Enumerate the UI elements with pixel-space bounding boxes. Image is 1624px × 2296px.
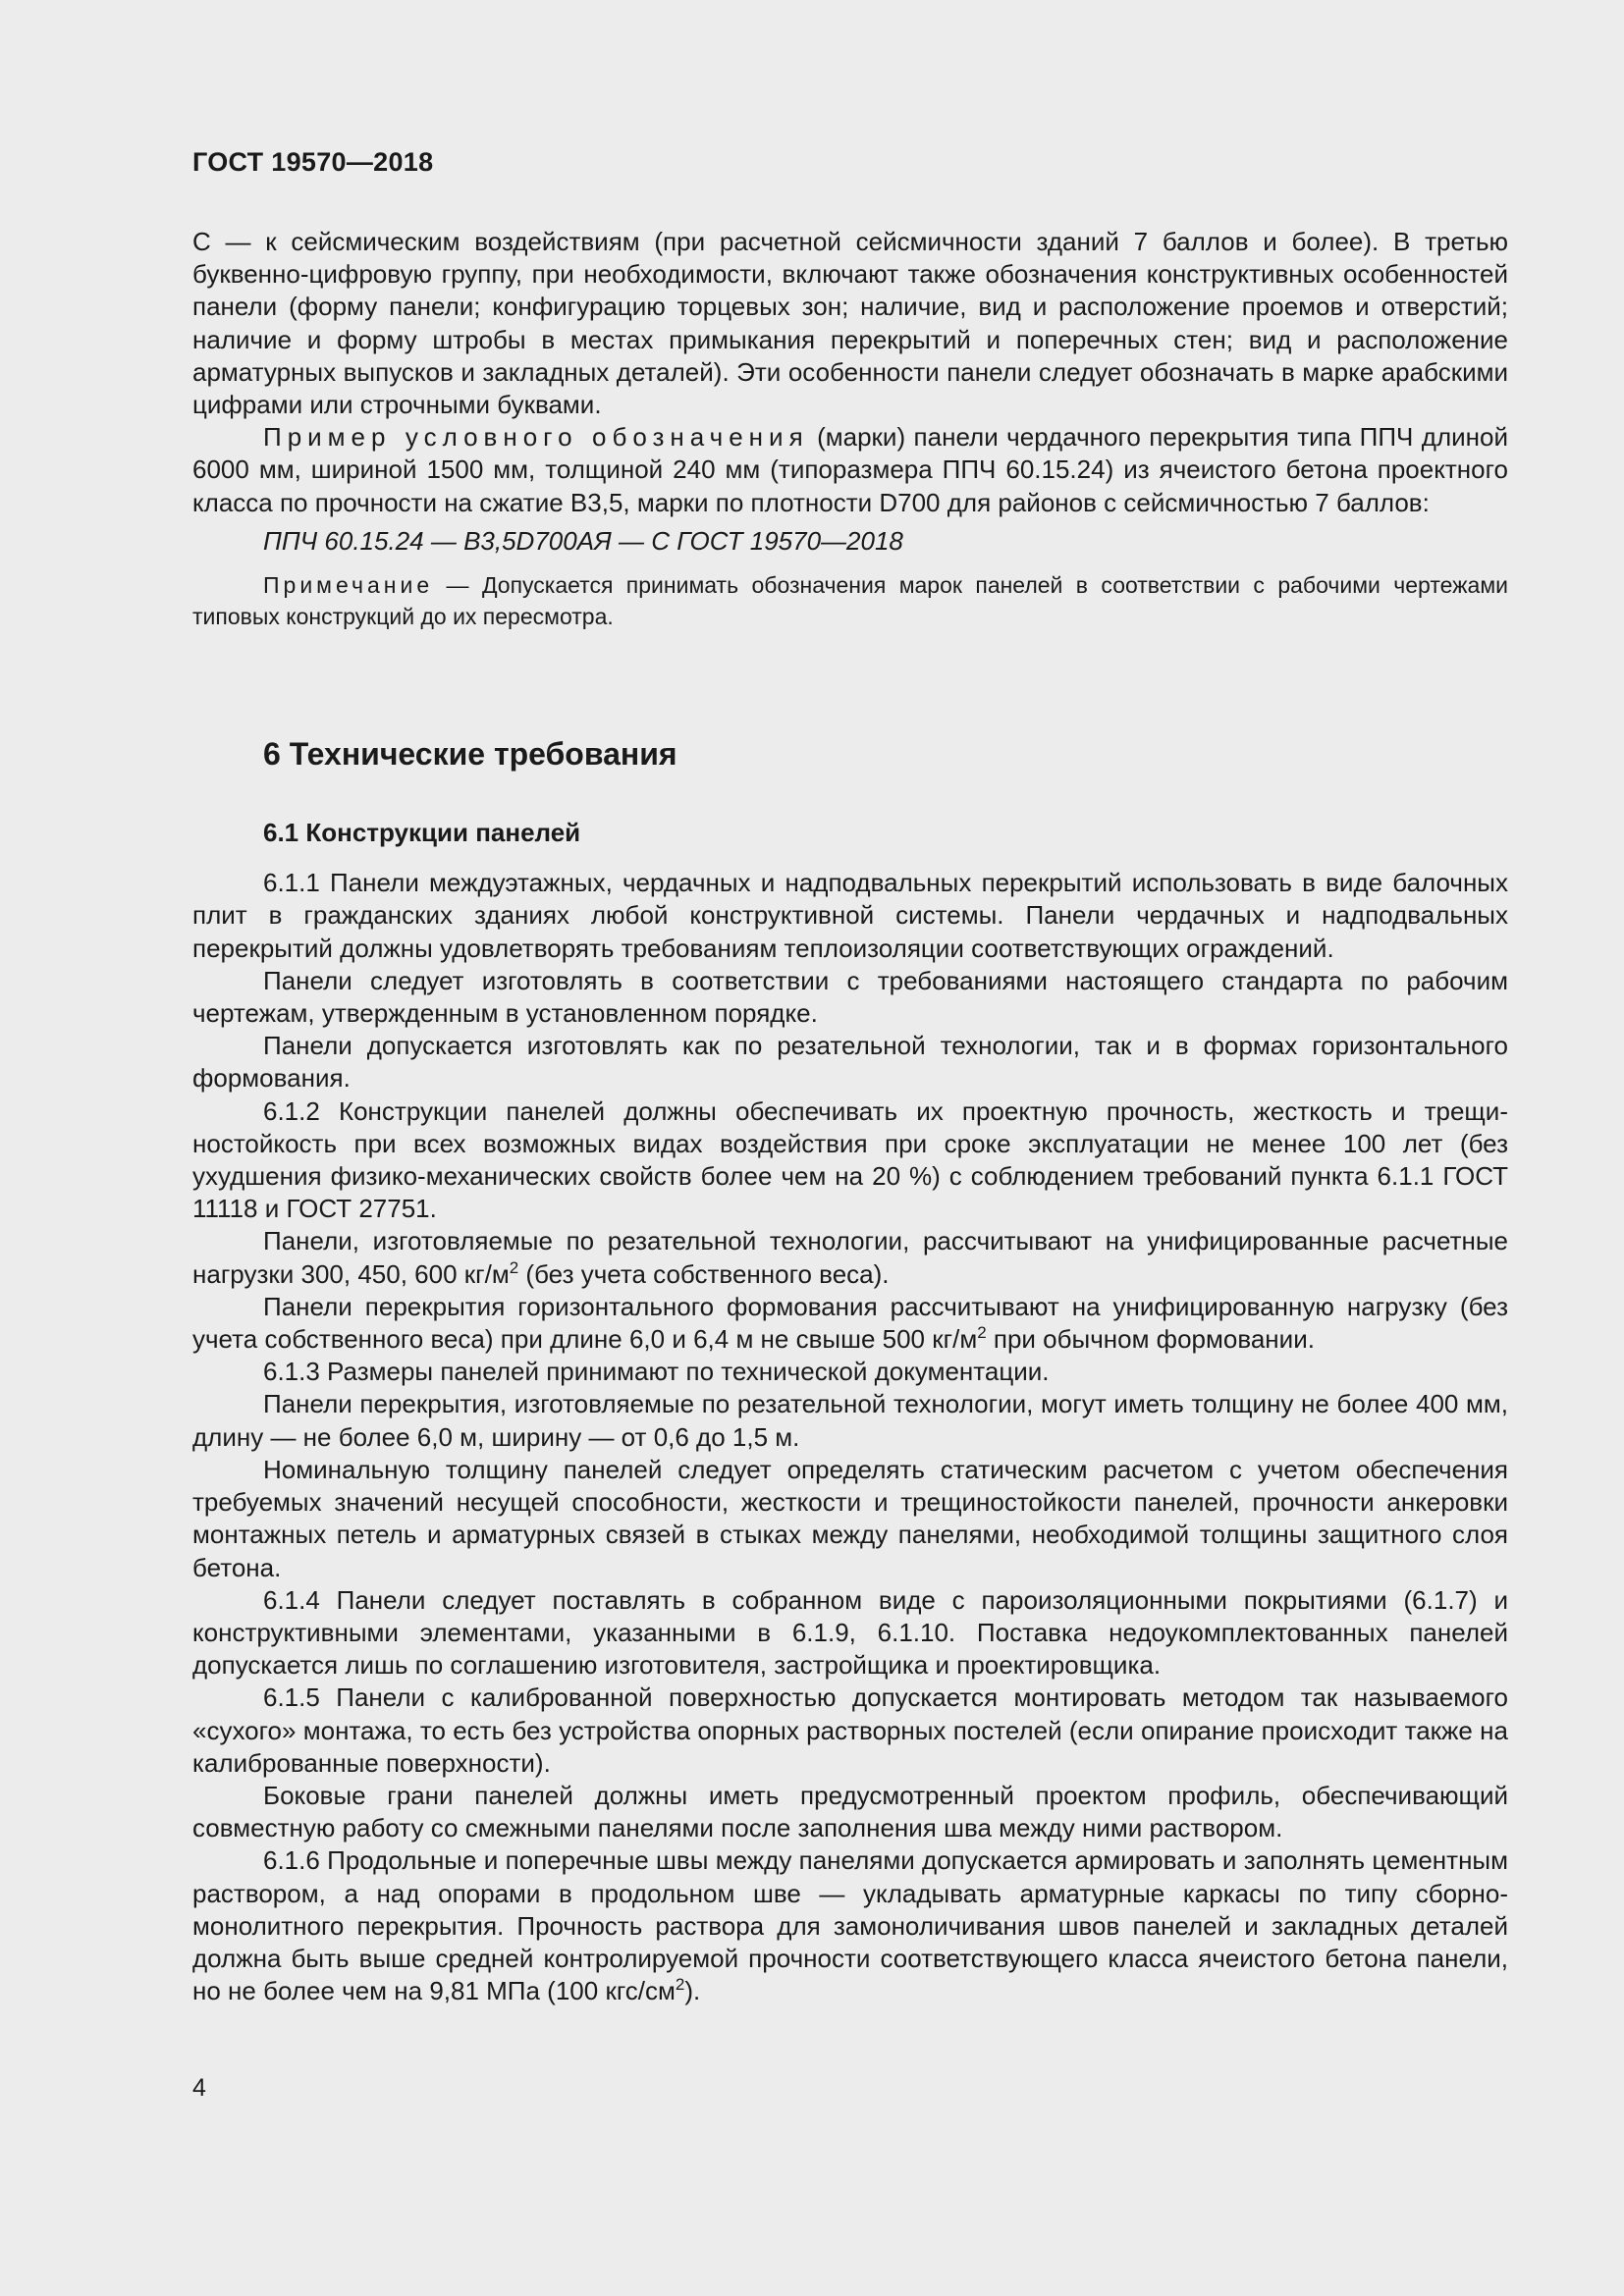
paragraph-text: при обычном формовании. [986, 1324, 1315, 1355]
paragraph-6-1-2: 6.1.2 Конструкции панелей должны обеспечивать их проектную прочность, жесткость и трещиностойкость при всех возможных видах воздействия при сроке эксплуатации не менее 100 лет (без ухудшения физико-механических свойств более чем на 20 %) с соблюдением требований пункта 6.1.1 ГОСТ 11118 и ГОСТ 27751. [192, 1095, 1508, 1224]
paragraph-loads [192, 1225, 1508, 1290]
paragraph-text: Панели, изготовляемые по резательной технологии, рассчитывают на унифицированные расчетные нагрузки 300, 450, 600 кг/м [192, 1226, 1508, 1289]
section-title: 6 Технические требования [263, 736, 677, 773]
superscript: 2 [675, 1975, 685, 1995]
continuation-paragraph: С — к сейсмическим воздействиям (при расчетной сейсмичности зданий 7 баллов и более). В третью буквенно-цифровую группу, при необходимости, включают также обозначения конструктивных особенностей панели (форму панели; конфигурацию торцевых зон; наличие, вид и расположение проемов и отверстий; наличие и форму штробы в местах примыкания перекрытий и поперечных стен; вид и расположение арматурных выпусков и закладных деталей). Эти особенности панели следует обозначать в марке арабскими цифрами или строчными буквами. [192, 227, 1508, 420]
note-label: Примечание [263, 572, 434, 599]
superscript: 2 [977, 1323, 987, 1343]
example-label: Пример условного обозначения [263, 422, 809, 453]
example-text: (марки) панели чердачного перекрытия типа ППЧ длиной 6000 мм, шириной 1500 мм, толщиной 240 мм (типоразмера ППЧ 60.15.24) из ячеистого бетона проектного класса по прочности на сжатие В3,5, марки по плотности D700 для районов с сейсмичностью 7 баллов: [192, 422, 1509, 517]
paragraph-text: ). [684, 1976, 701, 2006]
paragraph: Панели допускается изготовлять как по резательной технологии, так и в формах горизонтального формования. [192, 1031, 1508, 1094]
paragraph-text: Панели перекрытия горизонтального формования рассчитывают на унифицированную нагрузку (без учета собственного веса) при длине 6,0 и 6,4 м не свыше 500 кг/м [192, 1291, 1508, 1355]
paragraph-6-1-3: 6.1.3 Размеры панелей принимают по технической документации. [263, 1357, 1050, 1387]
paragraph-text: (без учета собственного веса). [518, 1258, 890, 1289]
paragraph-text: 6.1.6 Продольные и поперечные швы между панелями допускается армировать и заполнять цементным раствором, а над опорами в продольном шве — укладывать арматурные каркасы по типу сборно-монолитного перекрытия. Прочность раствора для замоноличивания швов панелей и закладных деталей должна быть выше средней контролируемой прочности соответствующего класса ячеистого бетона панели, но не более чем на 9,81 МПа (100 кгс/см [192, 1845, 1508, 2006]
paragraph: Боковые грани панелей должны иметь предусмотренный проектом профиль, обеспечивающий совместную работу со смежными панелями после заполнения шва между ними раствором. [192, 1780, 1508, 1843]
example-designation: ППЧ 60.15.24 — В3,5D700АЯ — С ГОСТ 19570—2018 [263, 525, 903, 556]
paragraph-6-1-1: 6.1.1 Панели междуэтажных, чердачных и надподвальных перекрытий использовать в виде балочных плит в гражданских зданиях любой конструктивной системы. Панели чердачных и надподвальных перекрытий должны удовлетворять требованиям теплоизоляции соответствующих ограждений. [192, 868, 1508, 963]
example-paragraph [192, 421, 1508, 519]
paragraph-6-1-6 [192, 1844, 1508, 2007]
page-body [192, 226, 1508, 2007]
page-number: 4 [192, 2074, 206, 2102]
paragraph: Номинальную толщину панелей следует определять статическим расчетом с учетом обеспечения требуемых значений несущей способности, жесткости и трещиностойкости панелей, прочности анкеровки монтажных петель и арматурных связей в стыках между панелями, необходимой толщины защитного слоя бетона. [192, 1454, 1508, 1582]
subsection-title: 6.1 Конструкции панелей [263, 818, 581, 848]
note-text: — Допускается принимать обозначения марок панелей в соответствии с рабочими чертежами типовых конструкций до их пересмотра. [192, 572, 1508, 630]
note-paragraph [192, 569, 1508, 632]
paragraph: Панели следует изготовлять в соответствии с требованиями настоящего стандарта по рабочим чертежам, утвержденным в установленном порядке. [192, 965, 1508, 1029]
paragraph: Панели перекрытия, изготовляемые по резательной технологии, могут иметь толщину не более 400 мм, длину — не более 6,0 м, ширину — от 0,6 до 1,5 м. [192, 1389, 1508, 1452]
superscript: 2 [509, 1257, 519, 1277]
paragraph-horizontal-load [192, 1291, 1508, 1356]
paragraph-6-1-5: 6.1.5 Панели с калиброванной поверхностью допускается монтировать методом так называемого «сухого» монтажа, то есть без устройства опорных растворных постелей (если опирание происходит также на калиброванные поверхности). [192, 1682, 1508, 1778]
document-code-header: ГОСТ 19570—2018 [192, 147, 434, 177]
paragraph-6-1-4: 6.1.4 Панели следует поставлять в собранном виде с пароизоляционными покрытиями (6.1.7) и конструктивными элементами, указанными в 6.1.9, 6.1.10. Поставка недоукомплектованных панелей допускается лишь по соглашению изготовителя, застройщика и проектировщика. [192, 1584, 1508, 1681]
